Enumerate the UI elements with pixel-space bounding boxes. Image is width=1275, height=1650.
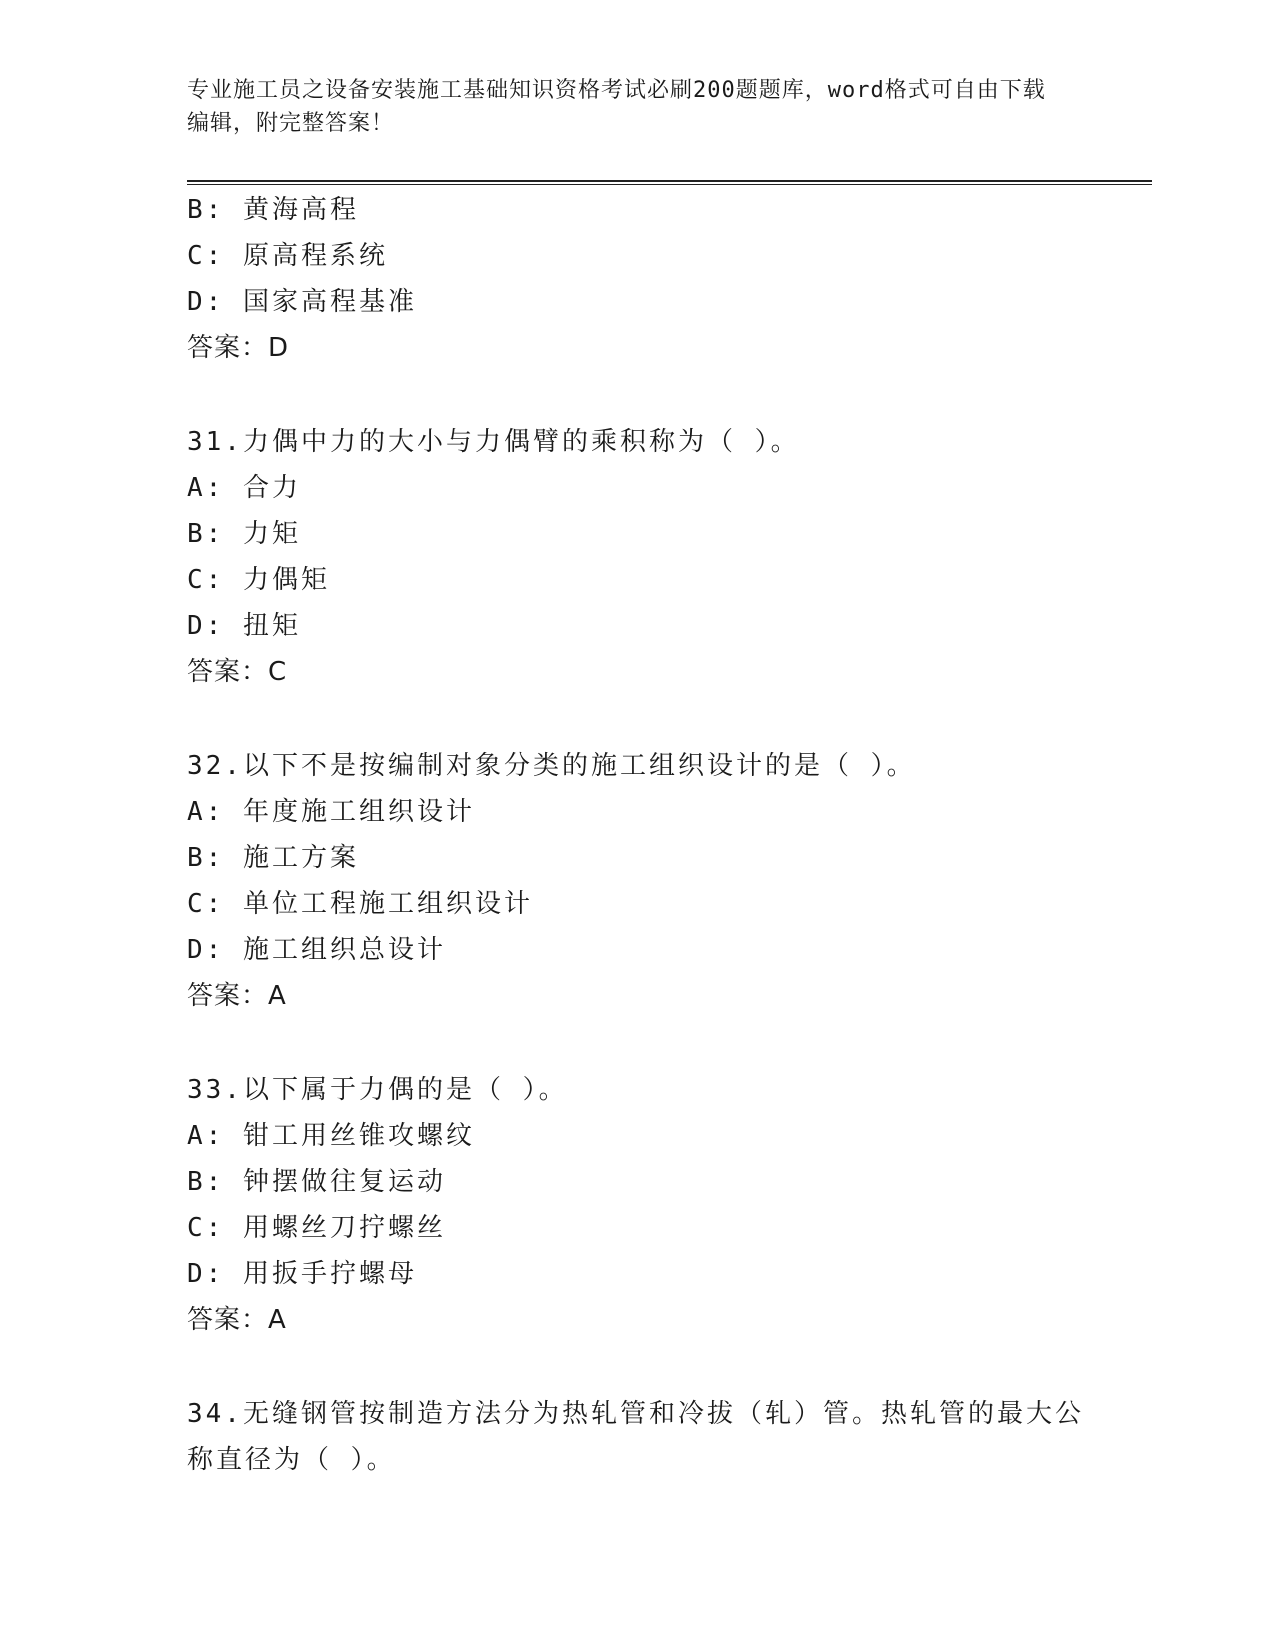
spacer	[187, 371, 1087, 419]
option-b: B: 黄海高程	[187, 195, 359, 225]
question-text: 34.无缝钢管按制造方法分为热轧管和冷拔（轧）管。热轧管的最大公称直径为（ ）。	[187, 1399, 1084, 1475]
answer-line: 答案：D	[187, 333, 290, 363]
spacer	[187, 1019, 1087, 1067]
question-text: 33.以下属于力偶的是（ ）。	[187, 1075, 568, 1105]
question-32	[187, 743, 1087, 1019]
header-divider	[187, 180, 1152, 185]
option-a: A: 年度施工组织设计	[187, 797, 475, 827]
option-c: C: 用螺丝刀拧螺丝	[187, 1213, 446, 1243]
question-33	[187, 1067, 1087, 1343]
option-d: D: 施工组织总设计	[187, 935, 446, 965]
answer-line: 答案：C	[187, 657, 288, 687]
question-text: 32.以下不是按编制对象分类的施工组织设计的是（ ）。	[187, 751, 916, 781]
option-c: C: 力偶矩	[187, 565, 330, 595]
question-34	[187, 1391, 1087, 1483]
option-b: B: 钟摆做往复运动	[187, 1167, 446, 1197]
question-31	[187, 419, 1087, 695]
question-list	[187, 187, 1087, 1483]
document-header	[187, 74, 1067, 140]
option-c: C: 单位工程施工组织设计	[187, 889, 533, 919]
option-d: D: 用扳手拧螺母	[187, 1259, 417, 1289]
answer-line: 答案：A	[187, 1305, 287, 1335]
header-title: 专业施工员之设备安装施工基础知识资格考试必刷200题题库，word格式可自由下载编辑，附完整答案！	[187, 78, 1046, 136]
spacer	[187, 695, 1087, 743]
option-a: A: 合力	[187, 473, 301, 503]
option-a: A: 钳工用丝锥攻螺纹	[187, 1121, 475, 1151]
spacer	[187, 1343, 1087, 1391]
option-c: C: 原高程系统	[187, 241, 388, 271]
question-carryover	[187, 187, 1087, 371]
question-text: 31.力偶中力的大小与力偶臂的乘积称为（ ）。	[187, 427, 800, 457]
answer-line: 答案：A	[187, 981, 287, 1011]
option-d: D: 国家高程基准	[187, 287, 417, 317]
option-d: D: 扭矩	[187, 611, 301, 641]
option-b: B: 施工方案	[187, 843, 359, 873]
option-b: B: 力矩	[187, 519, 301, 549]
